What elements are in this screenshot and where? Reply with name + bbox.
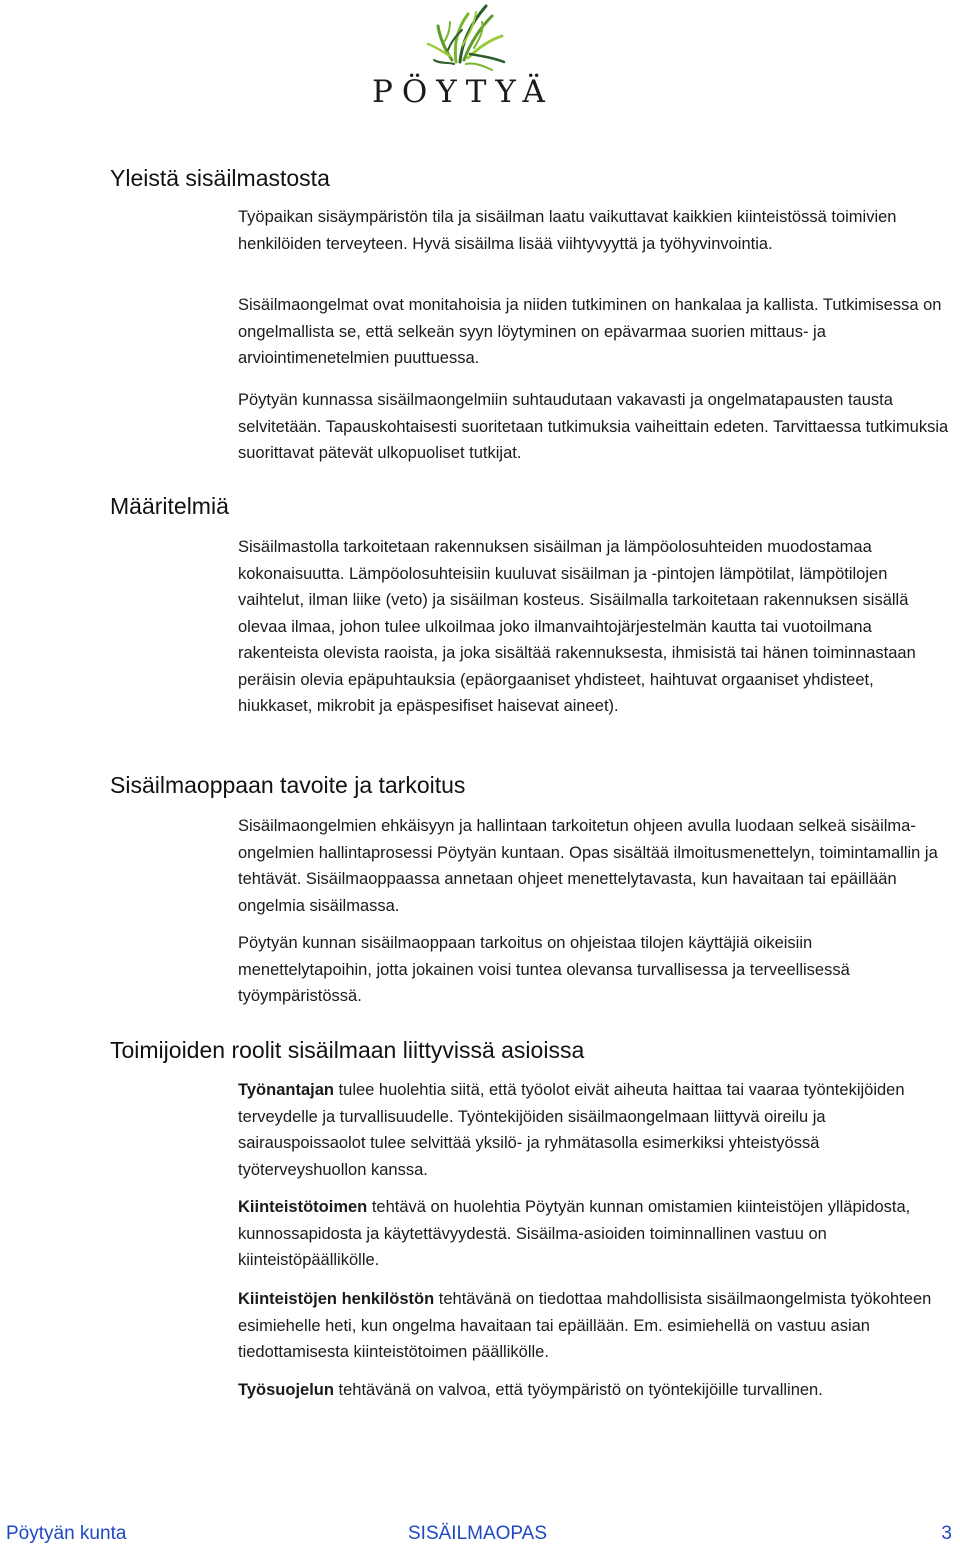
footer-document-title: SISÄILMAOPAS <box>408 1523 548 1544</box>
role-term: Kiinteistöjen henkilöstön <box>238 1290 435 1308</box>
section-heading-definitions: Määritelmiä <box>110 493 229 519</box>
paragraph-general-1: Työpaikan sisäympäristön tila ja sisäilman laatu vaikuttavat kaikkien kiinteistössä toimivien henkilöiden terveyteen. Hyvä sisäilma lisää viihtyvyyttä ja työhyvinvointia. <box>238 208 897 253</box>
footer-municipality: Pöytyän kunta <box>6 1523 127 1544</box>
role-paragraph-employer <box>238 1077 950 1183</box>
section-heading-guide: Sisäilmaoppaan tavoite ja tarkoitus <box>110 772 466 798</box>
role-term: Työnantajan <box>238 1081 334 1099</box>
role-paragraph-property-staff <box>238 1286 950 1366</box>
role-paragraph-property-office <box>238 1194 950 1274</box>
page-footer <box>0 1521 960 1547</box>
paragraph-definitions-1: Sisäilmastolla tarkoitetaan rakennuksen sisäilman ja lämpöolosuhteiden muodostamaa kokonaisuutta. Lämpöolosuhteisiin kuuluvat sisäilman ja -pintojen lämpötilat, lämpötilojen vaihtelut, ilman liike (veto) ja sisäilman kosteus. Sisäilmalla tarkoitetaan rakennuksen sisällä olevaa ilmaa, johon tulee ulkoilmaa joko ilmanvaihtojärjestelmän kautta tai vuotoilmana rakenteista olevista raoista, ja joka sisältää rakennuksesta, ihmisistä tai hänen toiminnastaan peräisin olevia epäpuhtauksia (epäorgaaniset yhdisteet, haihtuvat orgaaniset yhdisteet, hiukkaset, mikrobit ja epäspesifiset haisevat aineet). <box>238 538 916 715</box>
role-text: tehtävänä on tiedottaa mahdollisista sisäilmaongelmista työkohteen esimiehelle heti, kun ongelma havaitaan tai epäillään. Em. esimiehellä on vastuu asian tiedottamisesta kiinteistötoimen päällikölle. <box>238 1290 932 1361</box>
paragraph-general-2: Sisäilmaongelmat ovat monitahoisia ja niiden tutkiminen on hankalaa ja kallista. Tutkimisessa on ongelmallista se, että selkeän syyn löytyminen on epävarmaa suorien mittaus- ja arviointimenetelmien puuttuessa. <box>238 296 942 367</box>
role-paragraph-occupational-safety <box>238 1377 950 1404</box>
logo-leaf-icon <box>364 0 584 80</box>
role-term: Kiinteistötoimen <box>238 1198 368 1216</box>
section-heading-roles: Toimijoiden roolit sisäilmaan liittyvissä asioissa <box>110 1037 585 1063</box>
role-text: tehtävänä on valvoa, että työympäristö on työntekijöille turvallinen. <box>333 1381 823 1399</box>
paragraph-guide-1: Sisäilmaongelmien ehkäisyyn ja hallintaan tarkoitetun ohjeen avulla luodaan selkeä sisäilma- ongelmien hallintaprosessi Pöytyän kuntaan. Opas sisältää ilmoitusmenettelyn, toimintamallin ja tehtävät. Sisäilmaoppaassa annetaan ohjeet menettelytavasta, kun havaitaan tai epäillään ongelmia sisäilmassa. <box>238 817 938 915</box>
logo-wordmark: PÖYTYÄ <box>372 74 554 110</box>
role-text: tehtävä on huolehtia Pöytyän kunnan omistamien kiinteistöjen ylläpidosta, kunnossapidosta ja käytettävyydestä. Sisäilma-asioiden toiminnallinen vastuu on kiinteistöpäällikölle. <box>238 1198 911 1269</box>
section-heading-general: Yleistä sisäilmastosta <box>110 165 330 191</box>
footer-page-number: 3 <box>941 1523 952 1544</box>
role-text: tulee huolehtia siitä, että työolot eivät aiheuta haittaa tai vaaraa työntekijöiden terveydelle ja turvallisuudelle. Työntekijöiden sisäilmaongelmaan liittyvä oireilu ja sairauspoissaolot tulee selvittää yksilö- ja ryhmätasolla esimerkiksi yhteistyössä työterveyshuollon kanssa. <box>238 1081 905 1179</box>
paragraph-guide-2: Pöytyän kunnan sisäilmaoppaan tarkoitus on ohjeistaa tilojen käyttäjiä oikeisiin menettelytapoihin, jotta jokainen voisi tuntea olevansa turvallisessa ja terveellisessä työympäristössä. <box>238 934 850 1005</box>
role-term: Työsuojelun <box>238 1381 334 1399</box>
paragraph-general-3: Pöytyän kunnassa sisäilmaongelmiin suhtaudutaan vakavasti ja ongelmatapausten tausta selvitetään. Tapauskohtaisesti suoritetaan tutkimuksia vaiheittain edeten. Tarvittaessa tutkimuksia suorittavat pätevät ulkopuoliset tutkijat. <box>238 391 949 462</box>
